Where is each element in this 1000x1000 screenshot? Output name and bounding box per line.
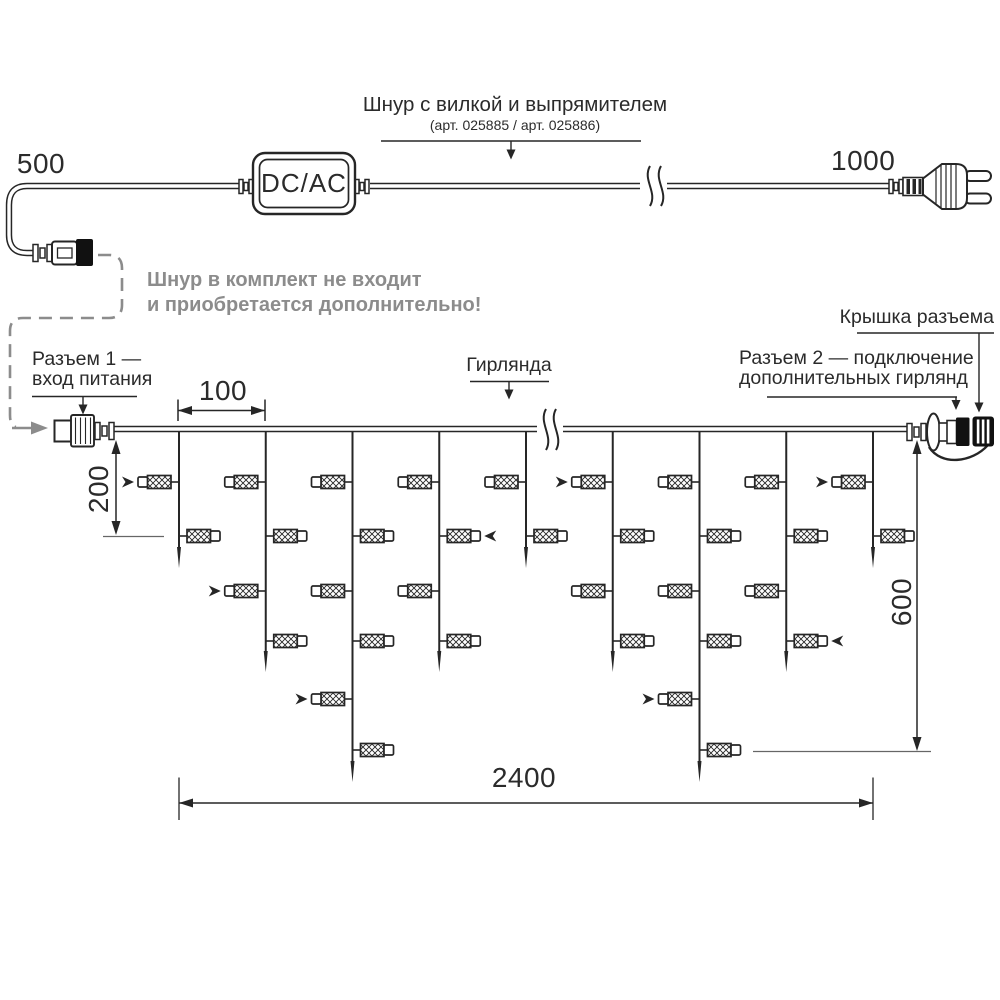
cord-title: Шнур с вилкой и выпрямителем [362,93,668,116]
drop-tip-icon [698,761,702,782]
bulb-icon [745,476,786,489]
bulb-icon [613,530,654,543]
drop-tip-icon [784,651,788,672]
garland-drop [398,431,496,672]
garland-drop [643,431,741,782]
garland-drops [122,431,917,782]
bulb-icon [526,530,567,543]
bulb-icon [700,530,741,543]
bulb-icon [312,693,353,706]
garland-label: Гирлянда [466,354,552,376]
drop-tip-icon [437,651,441,672]
bulb-icon [179,530,220,543]
bulb-icon [572,476,613,489]
bulb-icon [659,476,700,489]
connector2-label-line2: дополнительных гирлянд [739,367,968,389]
dim-100-label: 100 [198,375,248,406]
bulb-icon [138,476,179,489]
dcac-label: DC/AC [261,168,347,198]
leader-arrow-icon [505,390,514,400]
garland-drop [209,431,307,672]
leader-arrow-icon [507,150,516,160]
garland-drop [296,431,394,782]
bulb-icon [613,635,654,648]
garland-drop [556,431,654,672]
bulb-icon [312,585,353,598]
bulb-icon [312,476,353,489]
bulb-icon [659,693,700,706]
garland-drop [122,431,220,568]
drop-tip-icon [524,547,528,568]
bulb-icon [398,585,439,598]
bulb-icon [786,530,827,543]
cord-subtitle: (арт. 025885 / арт. 025886) [429,117,601,133]
dashed-route [10,255,122,435]
garland-drop [485,431,567,568]
bulb-icon [398,476,439,489]
leader-arrow-icon [952,400,961,410]
cap-label: Крышка разъема [839,306,994,328]
connector2-label-line1: Разъем 2 — подключение [739,347,974,369]
garland-drop [745,431,843,672]
bulb-icon [745,585,786,598]
drop-tip-icon [871,547,875,568]
bulb-icon [353,530,394,543]
bulb-icon [873,530,914,543]
dim-1000-label: 1000 [831,145,896,176]
cord-note-line2: и приобретается дополнительно! [147,294,482,316]
dim-500-label: 500 [16,148,66,179]
drop-tip-icon [611,651,615,672]
bulb-icon [266,635,307,648]
twinkle-arrow-icon [122,477,134,488]
cord-socket-icon [33,239,93,266]
bulb-icon [266,530,307,543]
bulb-icon [832,476,873,489]
bulb-icon [225,585,266,598]
bulb-icon [353,744,394,757]
twinkle-arrow-icon [643,694,655,705]
bulb-icon [786,635,827,648]
connector-1-icon [55,415,115,447]
bulb-icon [659,585,700,598]
connector1-label-line2: вход питания [32,368,153,390]
drop-tip-icon [177,547,181,568]
power-plug-icon [889,164,991,209]
dim-2400-label: 2400 [491,762,557,793]
dim-200-label: 200 [83,464,114,514]
bulb-icon [439,635,480,648]
twinkle-arrow-icon [209,586,221,597]
twinkle-arrow-icon [556,477,568,488]
garland-drop [816,431,914,568]
twinkle-arrow-icon [816,477,828,488]
bulb-icon [700,635,741,648]
wire-break-gap [537,420,563,437]
power-cord-wire [9,166,897,253]
dim-600-label: 600 [886,577,917,627]
drop-tip-icon [264,651,268,672]
leader-arrow-icon [975,403,984,413]
bulb-icon [572,585,613,598]
cord-note-line1: Шнур в комплект не входит [147,269,422,291]
garland-main-wire [113,409,908,450]
bulb-icon [353,635,394,648]
bulb-icon [485,476,526,489]
leader-arrow-icon [79,405,88,415]
bulb-icon [225,476,266,489]
twinkle-arrow-icon [484,531,496,542]
bulb-icon [700,744,741,757]
twinkle-arrow-icon [831,636,843,647]
route-arrow-icon [31,422,48,435]
drop-tip-icon [351,761,355,782]
connector-cap-icon [973,417,995,447]
twinkle-arrow-icon [296,694,308,705]
bulb-icon [439,530,480,543]
connector1-label-line1: Разъем 1 — [32,348,142,370]
